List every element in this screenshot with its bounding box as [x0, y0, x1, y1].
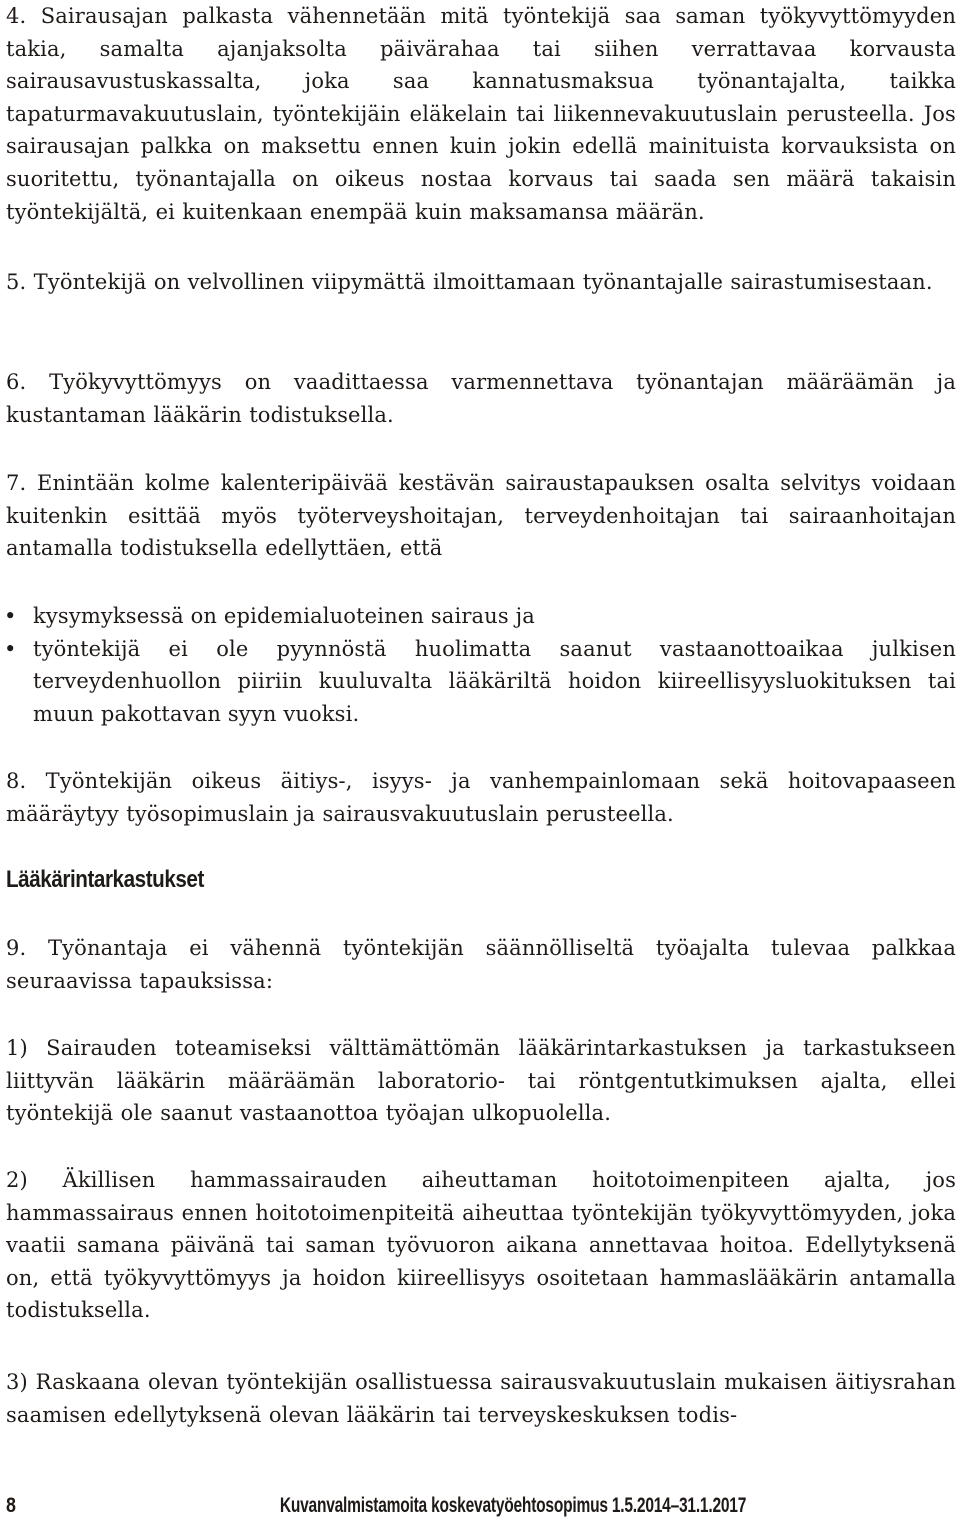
- paragraph-7: 7. Enintään kolme kalenteripäivää kestävän sairaustapauksen osalta selvitys voidaan kuitenkin esittää myös työterveyshoitajan, terveydenhoitajan tai sairaanhoitajan antamalla todistuksella edellyttäen, että: [6, 471, 956, 561]
- paragraph-4: 4. Sairausajan palkasta vähennetään mitä työntekijä saa saman työkyvyttömyyden takia, samalta ajanjaksolta päivärahaa tai siihen verrattavaa korvausta sairausavustuskassalta, joka saa kannatusmaksua työnantajalta, taikka tapaturmavakuutuslain, työntekijäin eläkelain tai liikennevakuutuslain perusteella. Jos sairausajan palkka on maksettu ennen kuin jokin edellä mainituista korvauksista on suoritettu, työnantajalla on oikeus nostaa korvaus tai saada sen määrä takaisin työntekijältä, ei kuitenkaan enempää kuin maksamansa määrän.: [6, 4, 956, 224]
- bullet-marker: •: [4, 636, 17, 661]
- bullet-item: [0, 600, 956, 633]
- bullet-item: [0, 633, 956, 731]
- bullet-list: [0, 600, 956, 730]
- section-heading: Lääkärintarkastukset: [6, 866, 204, 893]
- list-item-1: 1) Sairauden toteamiseksi välttämättömän lääkärintarkastuksen ja tarkastukseen liittyvän lääkärin määräämän laboratorio- tai röntgentutkimuksen ajalta, ellei työntekijä ole saanut vastaanottoa työajan ulkopuolella.: [6, 1036, 956, 1126]
- bullet-text: työntekijä ei ole pyynnöstä huolimatta saanut vastaanottoaikaa julkisen terveydenhuollon piiriin kuuluvalta lääkäriltä hoidon kiireellisyysluokituksen tai muun pakottavan syyn vuoksi.: [33, 636, 956, 726]
- page-footer: [0, 1494, 960, 1524]
- bullet-text: kysymyksessä on epidemialuoteinen sairaus ja: [33, 604, 535, 628]
- footer-title: Kuvanvalmistamoita koskevatyöehtosopimus 1.5.2014–31.1.2017: [279, 1494, 746, 1517]
- paragraph-9: 9. Työnantaja ei vähennä työntekijän säännölliseltä työajalta tulevaa palkkaa seuraavissa tapauksissa:: [6, 936, 956, 993]
- page-number: 8: [6, 1494, 16, 1517]
- bullet-marker: •: [4, 604, 17, 628]
- paragraph-8: 8. Työntekijän oikeus äitiys-, isyys- ja vanhempainlomaan sekä hoitovapaaseen määräytyy työsopimuslain ja sairausvakuutuslain perusteella.: [6, 769, 956, 826]
- paragraph-5: 5. Työntekijä on velvollinen viipymättä ilmoittamaan työnantajalle sairastumisestaan.: [6, 270, 933, 294]
- list-item-2: 2) Äkillisen hammassairauden aiheuttaman hoitotoimenpiteen ajalta, jos hammassairaus ennen hoitotoimenpiteitä aiheuttaa työntekijän työkyvyttömyyden, joka vaatii samana päivänä tai saman työvuoron aikana annettavaa hoitoa. Edellytyksenä on, että työkyvyttömyys ja hoidon kiireellisyys osoitetaan hammaslääkärin antamalla todistuksella.: [6, 1168, 956, 1323]
- list-item-3: 3) Raskaana olevan työntekijän osallistuessa sairausvakuutuslain mukaisen äitiysrahan saamisen edellytyksenä olevan lääkärin tai terveyskeskuksen todis-: [6, 1370, 956, 1427]
- paragraph-6: 6. Työkyvyttömyys on vaadittaessa varmennettava työnantajan määräämän ja kustantaman lääkärin todistuksella.: [6, 370, 956, 427]
